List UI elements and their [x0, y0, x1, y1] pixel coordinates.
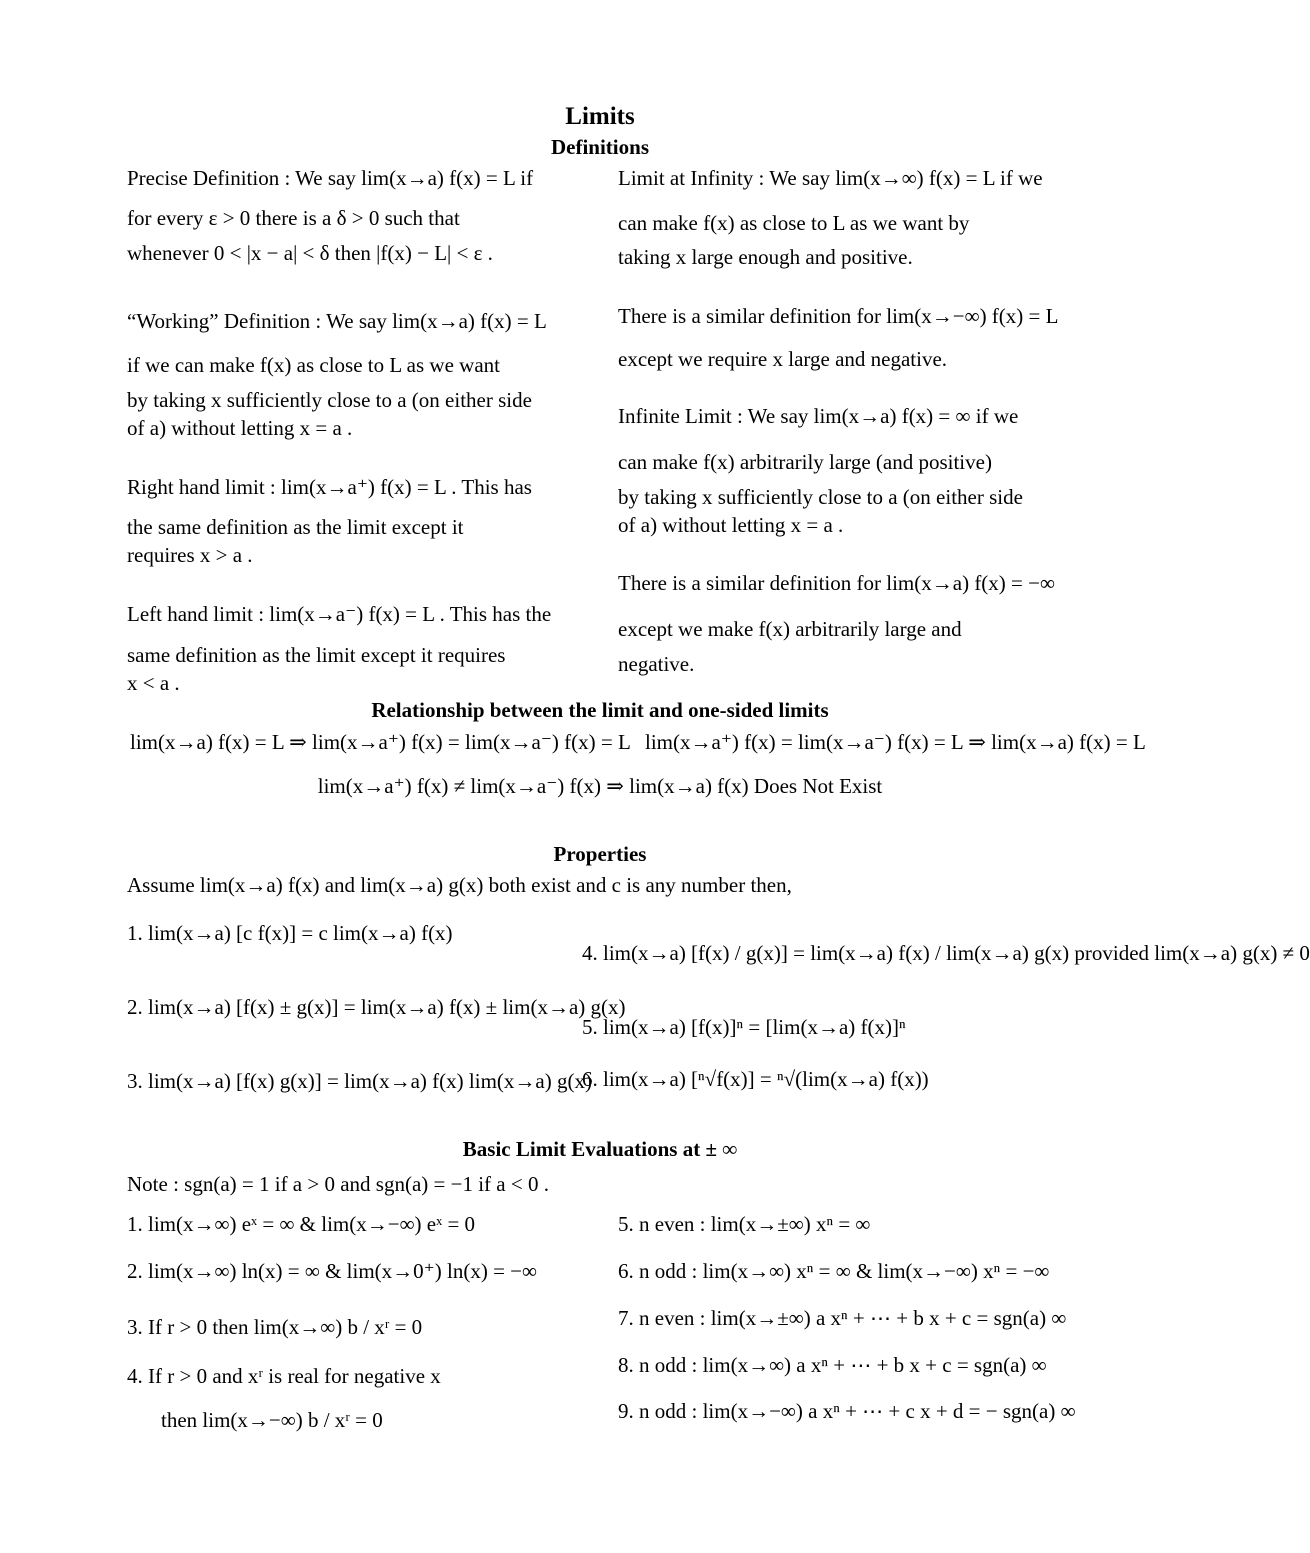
- limit-at-infinity-line-2: can make f(x) as close to L as we want by: [618, 211, 970, 235]
- properties-assumption: Assume lim(x→a) f(x) and lim(x→a) g(x) both exist and c is any number then,: [127, 873, 792, 897]
- basic-limit-item-5: 5. n even : lim(x→±∞) xⁿ = ∞: [618, 1212, 871, 1236]
- limit-at-infinity-line-1: Limit at Infinity : We say lim(x→∞) f(x) = L if we: [618, 166, 1043, 190]
- property-item-5: 5. lim(x→a) [f(x)]ⁿ = [lim(x→a) f(x)]ⁿ: [582, 1015, 906, 1039]
- similar-definition-2-line-3: negative.: [618, 652, 695, 676]
- relationship-equation-1: lim(x→a) f(x) = L ⇒ lim(x→a⁺) f(x) = lim(x→a⁻) f(x) = L: [130, 730, 631, 754]
- section-heading-relationship: Relationship between the limit and one-sided limits: [371, 698, 829, 722]
- precise-definition-line-1: Precise Definition : We say lim(x→a) f(x) = L if: [127, 166, 534, 190]
- left-hand-limit-line-2: same definition as the limit except it requires: [127, 643, 506, 667]
- property-item-3: 3. lim(x→a) [f(x) g(x)] = lim(x→a) f(x) lim(x→a) g(x): [127, 1069, 592, 1093]
- property-item-6: 6. lim(x→a) [ⁿ√f(x)] = ⁿ√(lim(x→a) f(x)): [582, 1067, 929, 1091]
- sgn-note: Note : sgn(a) = 1 if a > 0 and sgn(a) = −1 if a < 0 .: [127, 1172, 549, 1196]
- basic-limit-item-8: 8. n odd : lim(x→∞) a xⁿ + ⋯ + b x + c = sgn(a) ∞: [618, 1353, 1047, 1377]
- infinite-limit-line-4: of a) without letting x = a .: [618, 513, 844, 537]
- basic-limit-item-4: 4. If r > 0 and xʳ is real for negative x: [127, 1364, 441, 1388]
- basic-limit-item-4-continued: then lim(x→−∞) b / xʳ = 0: [161, 1408, 383, 1432]
- basic-limit-item-2: 2. lim(x→∞) ln(x) = ∞ & lim(x→0⁺) ln(x) = −∞: [127, 1259, 537, 1283]
- working-definition-line-3: by taking x sufficiently close to a (on either side: [127, 388, 532, 412]
- basic-limit-item-3: 3. If r > 0 then lim(x→∞) b / xʳ = 0: [127, 1315, 423, 1339]
- infinite-limit-line-2: can make f(x) arbitrarily large (and positive): [618, 450, 992, 474]
- working-definition-line-2: if we can make f(x) as close to L as we want: [127, 353, 500, 377]
- property-item-1: 1. lim(x→a) [c f(x)] = c lim(x→a) f(x): [127, 921, 453, 945]
- page-title: Limits: [565, 103, 635, 130]
- section-heading-properties: Properties: [553, 842, 647, 866]
- section-heading-definitions: Definitions: [550, 135, 649, 159]
- relationship-equation-3: lim(x→a⁺) f(x) ≠ lim(x→a⁻) f(x) ⇒ lim(x→a) f(x) Does Not Exist: [317, 774, 883, 798]
- infinite-limit-line-1: Infinite Limit : We say lim(x→a) f(x) = ∞ if we: [618, 404, 1019, 428]
- similar-definition-1-line-2: except we require x large and negative.: [618, 347, 948, 371]
- basic-limit-item-7: 7. n even : lim(x→±∞) a xⁿ + ⋯ + b x + c = sgn(a) ∞: [618, 1306, 1067, 1330]
- similar-definition-1-line-1: There is a similar definition for lim(x→−∞) f(x) = L: [618, 304, 1059, 328]
- working-definition-line-4: of a) without letting x = a .: [127, 416, 353, 440]
- working-definition-line-1: “Working” Definition : We say lim(x→a) f(x) = L: [127, 309, 547, 333]
- precise-definition-line-3: whenever 0 < |x − a| < δ then |f(x) − L| < ε .: [127, 241, 493, 265]
- precise-definition-line-2: for every ε > 0 there is a δ > 0 such that: [127, 206, 460, 230]
- basic-limit-item-1: 1. lim(x→∞) eˣ = ∞ & lim(x→−∞) eˣ = 0: [127, 1212, 476, 1236]
- property-item-4: 4. lim(x→a) [f(x) / g(x)] = lim(x→a) f(x) / lim(x→a) g(x) provided lim(x→a) g(x) ≠ 0: [582, 941, 1310, 965]
- similar-definition-2-line-2: except we make f(x) arbitrarily large and: [618, 617, 962, 641]
- right-hand-limit-line-3: requires x > a .: [127, 543, 253, 567]
- right-hand-limit-line-1: Right hand limit : lim(x→a⁺) f(x) = L . This has: [127, 475, 532, 499]
- property-item-2: 2. lim(x→a) [f(x) ± g(x)] = lim(x→a) f(x) ± lim(x→a) g(x): [127, 995, 626, 1019]
- left-hand-limit-line-1: Left hand limit : lim(x→a⁻) f(x) = L . This has the: [127, 602, 552, 626]
- relationship-equation-2: lim(x→a⁺) f(x) = lim(x→a⁻) f(x) = L ⇒ lim(x→a) f(x) = L: [645, 730, 1146, 754]
- infinite-limit-line-3: by taking x sufficiently close to a (on either side: [618, 485, 1023, 509]
- section-heading-basic-limits: Basic Limit Evaluations at ± ∞: [462, 1137, 738, 1161]
- similar-definition-2-line-1: There is a similar definition for lim(x→a) f(x) = −∞: [618, 571, 1055, 595]
- basic-limit-item-9: 9. n odd : lim(x→−∞) a xⁿ + ⋯ + c x + d = − sgn(a) ∞: [618, 1399, 1076, 1423]
- right-hand-limit-line-2: the same definition as the limit except it: [127, 515, 464, 539]
- left-hand-limit-line-3: x < a .: [127, 671, 180, 695]
- basic-limit-item-6: 6. n odd : lim(x→∞) xⁿ = ∞ & lim(x→−∞) xⁿ = −∞: [618, 1259, 1050, 1283]
- limit-at-infinity-line-3: taking x large enough and positive.: [618, 245, 913, 269]
